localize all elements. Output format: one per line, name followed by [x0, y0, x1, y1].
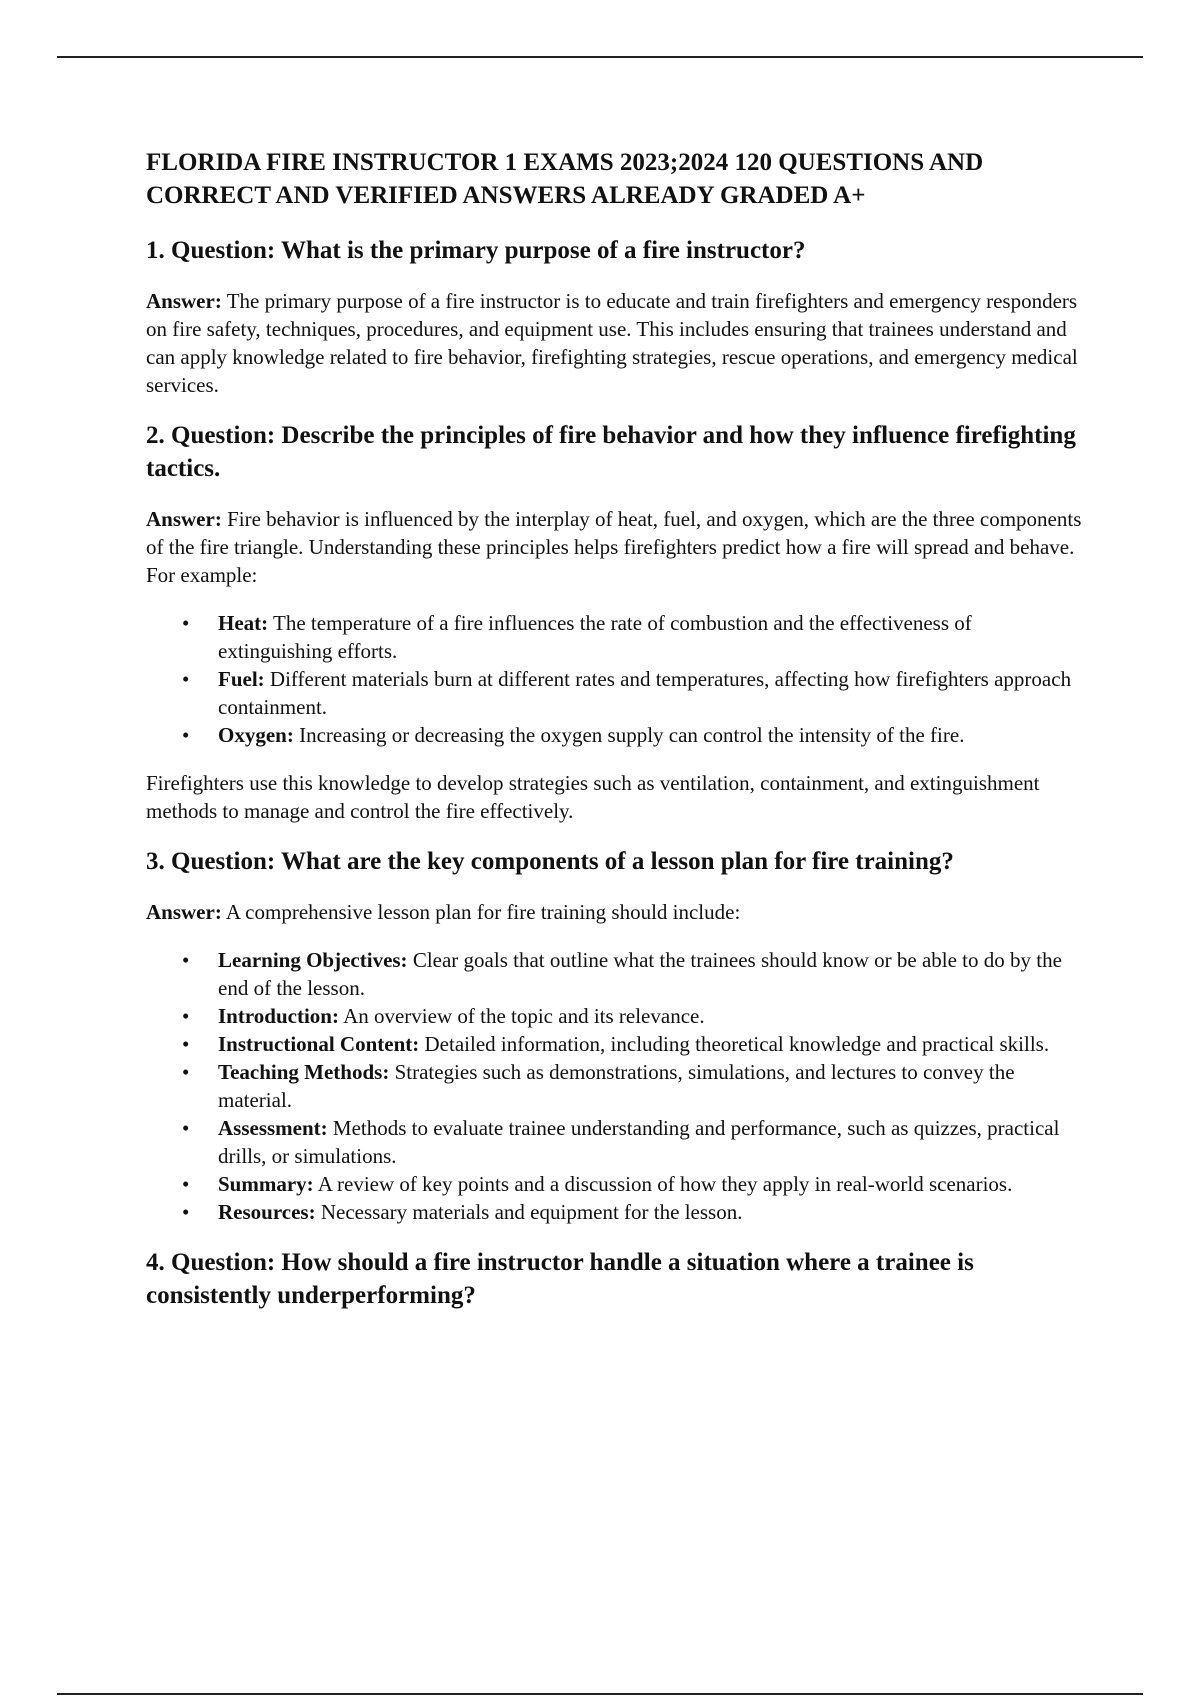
bullet-icon: • — [182, 611, 190, 635]
list-item-term: Resources: — [218, 1200, 316, 1224]
answer-text: The primary purpose of a fire instructor is to educate and train firefighters and emergency responders on fire safety, techniques, procedures, and equipment use. This includes ensuring that trainees understand and can apply knowledge related to fire behavior, firefighting strategies, rescue operations, and emergency medical services. — [146, 289, 1078, 397]
answer-text: A comprehensive lesson plan for fire training should include: — [225, 900, 741, 924]
question-1-answer — [146, 287, 1086, 399]
list-item — [146, 1058, 1086, 1114]
list-item-term: Oxygen: — [218, 723, 294, 747]
list-item-text: Clear goals that outline what the trainees should know or be able to do by the end of the lesson. — [218, 948, 1062, 1000]
bullet-icon: • — [182, 667, 190, 691]
list-item-term: Introduction: — [218, 1004, 339, 1028]
question-3-heading: 3. Question: What are the key components of a lesson plan for fire training? — [146, 848, 954, 875]
list-item-text: Necessary materials and equipment for the lesson. — [320, 1200, 743, 1224]
list-item — [146, 665, 1086, 721]
question-3-bullet-list — [146, 946, 1086, 1226]
list-item-text: Detailed information, including theoretical knowledge and practical skills. — [424, 1032, 1050, 1056]
bullet-icon: • — [182, 1172, 190, 1196]
answer-label: Answer: — [146, 900, 222, 924]
answer-label: Answer: — [146, 289, 222, 313]
list-item — [146, 1170, 1086, 1198]
list-item — [146, 1030, 1086, 1058]
question-4-heading: 4. Question: How should a fire instructor handle a situation where a trainee is consistently underperforming? — [146, 1249, 974, 1309]
question-2-heading: 2. Question: Describe the principles of fire behavior and how they influence firefighting tactics. — [146, 422, 1076, 482]
question-2-bullet-list — [146, 609, 1086, 749]
question-2-closing: Firefighters use this knowledge to develop strategies such as ventilation, containment, and extinguishment methods to manage and control the fire effectively. — [146, 771, 1040, 823]
list-item — [146, 609, 1086, 665]
list-item-text: Strategies such as demonstrations, simulations, and lectures to convey the material. — [218, 1060, 1015, 1112]
answer-label: Answer: — [146, 507, 222, 531]
list-item-term: Instructional Content: — [218, 1032, 420, 1056]
list-item-text: An overview of the topic and its relevance. — [343, 1004, 705, 1028]
list-item-term: Fuel: — [218, 667, 265, 691]
question-3-answer — [146, 898, 1086, 926]
list-item-text: Increasing or decreasing the oxygen supply can control the intensity of the fire. — [299, 723, 965, 747]
list-item — [146, 1114, 1086, 1170]
list-item — [146, 1002, 1086, 1030]
list-item-text: A review of key points and a discussion of how they apply in real-world scenarios. — [317, 1172, 1013, 1196]
footer-rule — [57, 1693, 1143, 1695]
answer-text: Fire behavior is influenced by the interplay of heat, fuel, and oxygen, which are the three components of the fire triangle. Understanding these principles helps firefighters predict how a fire will spread and behave. For example: — [146, 507, 1082, 587]
list-item-text: The temperature of a fire influences the rate of combustion and the effectiveness of extinguishing efforts. — [218, 611, 972, 663]
list-item-text: Methods to evaluate trainee understanding and performance, such as quizzes, practical drills, or simulations. — [218, 1116, 1060, 1168]
question-2-answer — [146, 505, 1086, 589]
list-item-term: Assessment: — [218, 1116, 328, 1140]
document-body — [146, 146, 1086, 1332]
list-item-term: Teaching Methods: — [218, 1060, 390, 1084]
list-item-text: Different materials burn at different rates and temperatures, affecting how firefighters approach containment. — [218, 667, 1072, 719]
list-item-term: Heat: — [218, 611, 269, 635]
list-item — [146, 946, 1086, 1002]
list-item — [146, 721, 1086, 749]
bullet-icon: • — [182, 1200, 190, 1224]
bullet-icon: • — [182, 1116, 190, 1140]
bullet-icon: • — [182, 723, 190, 747]
bullet-icon: • — [182, 1032, 190, 1056]
bullet-icon: • — [182, 948, 190, 972]
document-title: FLORIDA FIRE INSTRUCTOR 1 EXAMS 2023;2024 120 QUESTIONS AND CORRECT AND VERIFIED ANSWERS ALREADY GRADED A+ — [146, 149, 984, 209]
header-rule — [57, 56, 1143, 58]
list-item-term: Summary: — [218, 1172, 314, 1196]
bullet-icon: • — [182, 1004, 190, 1028]
list-item-term: Learning Objectives: — [218, 948, 408, 972]
bullet-icon: • — [182, 1060, 190, 1084]
list-item — [146, 1198, 1086, 1226]
question-1-heading: 1. Question: What is the primary purpose of a fire instructor? — [146, 237, 806, 264]
